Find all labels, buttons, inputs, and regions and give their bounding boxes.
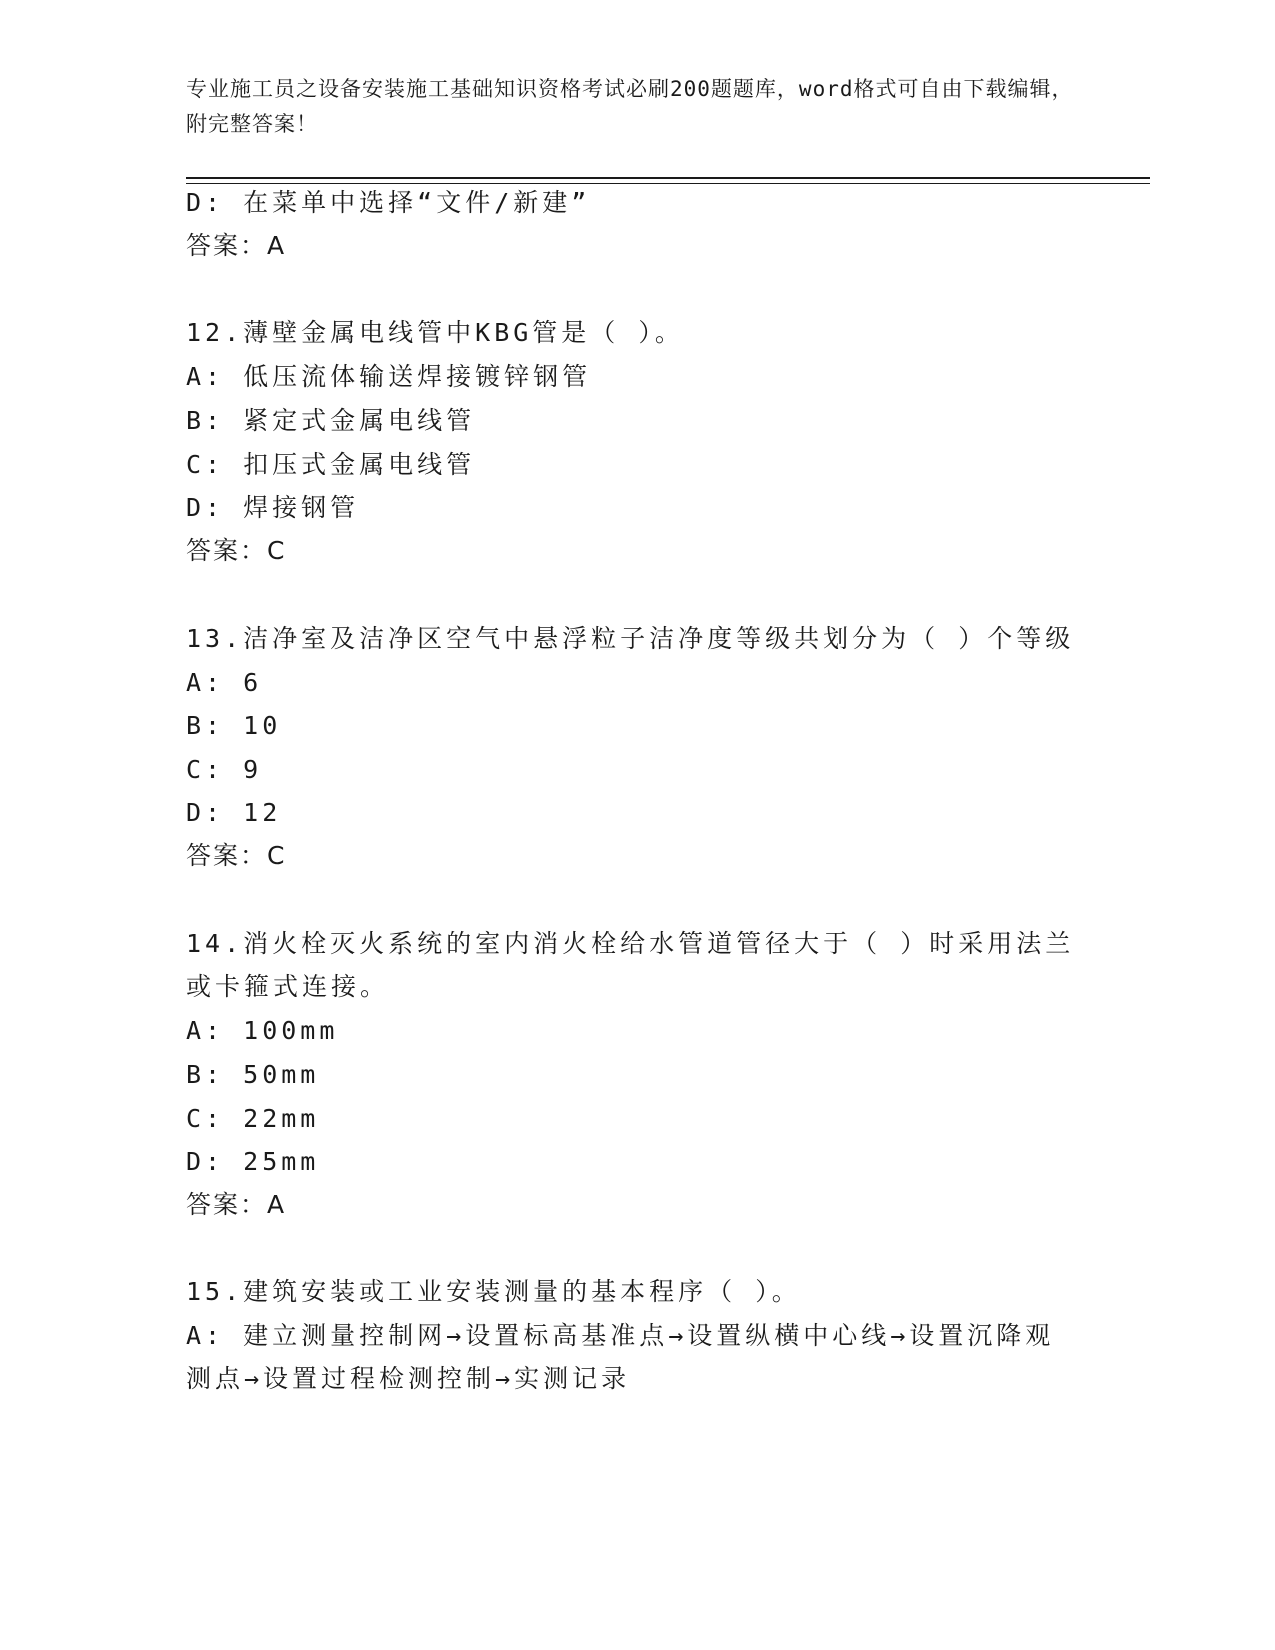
q13-answer: 答案：C (186, 841, 287, 870)
q14-option-a: A: 100mm (186, 1016, 339, 1045)
q14-option-c: C: 22mm (186, 1104, 320, 1133)
q13-stem: 13.洁净室及洁净区空气中悬浮粒子洁净度等级共划分为（ ）个等级 (186, 624, 1075, 653)
q14-option-d: D: 25mm (186, 1147, 320, 1176)
q11-option-d: D: 在菜单中选择“文件/新建” (186, 188, 591, 217)
header-divider-thick (186, 177, 1150, 179)
q15-option-a-line1: A: 建立测量控制网→设置标高基准点→设置纵横中心线→设置沉降观 (186, 1321, 1055, 1350)
q13-option-a: A: 6 (186, 668, 263, 697)
q12-option-a: A: 低压流体输送焊接镀锌钢管 (186, 362, 592, 391)
q15-option-a-line2: 测点→设置过程检测控制→实测记录 (186, 1364, 631, 1393)
q14-stem-line1: 14.消火栓灭火系统的室内消火栓给水管道管径大于（ ）时采用法兰 (186, 929, 1075, 958)
q13-option-d: D: 12 (186, 798, 282, 827)
q12-option-b: B: 紧定式金属电线管 (186, 406, 476, 435)
q13-option-b: B: 10 (186, 711, 282, 740)
q14-stem-line2: 或卡箍式连接。 (186, 972, 390, 1001)
q13-option-c: C: 9 (186, 755, 263, 784)
q12-stem: 12.薄壁金属电线管中KBG管是（ ）。 (186, 318, 684, 347)
q12-option-d: D: 焊接钢管 (186, 493, 360, 522)
q11-answer: 答案：A (186, 231, 287, 260)
q12-answer: 答案：C (186, 536, 287, 565)
document-header: 专业施工员之设备安装施工基础知识资格考试必刷200题题库，word格式可自由下载编辑，附完整答案！ (186, 77, 1074, 136)
header-divider-thin (186, 183, 1150, 184)
q15-stem: 15.建筑安装或工业安装测量的基本程序（ ）。 (186, 1277, 801, 1306)
q14-answer: 答案：A (186, 1190, 287, 1219)
q14-option-b: B: 50mm (186, 1060, 320, 1089)
q12-option-c: C: 扣压式金属电线管 (186, 450, 476, 479)
